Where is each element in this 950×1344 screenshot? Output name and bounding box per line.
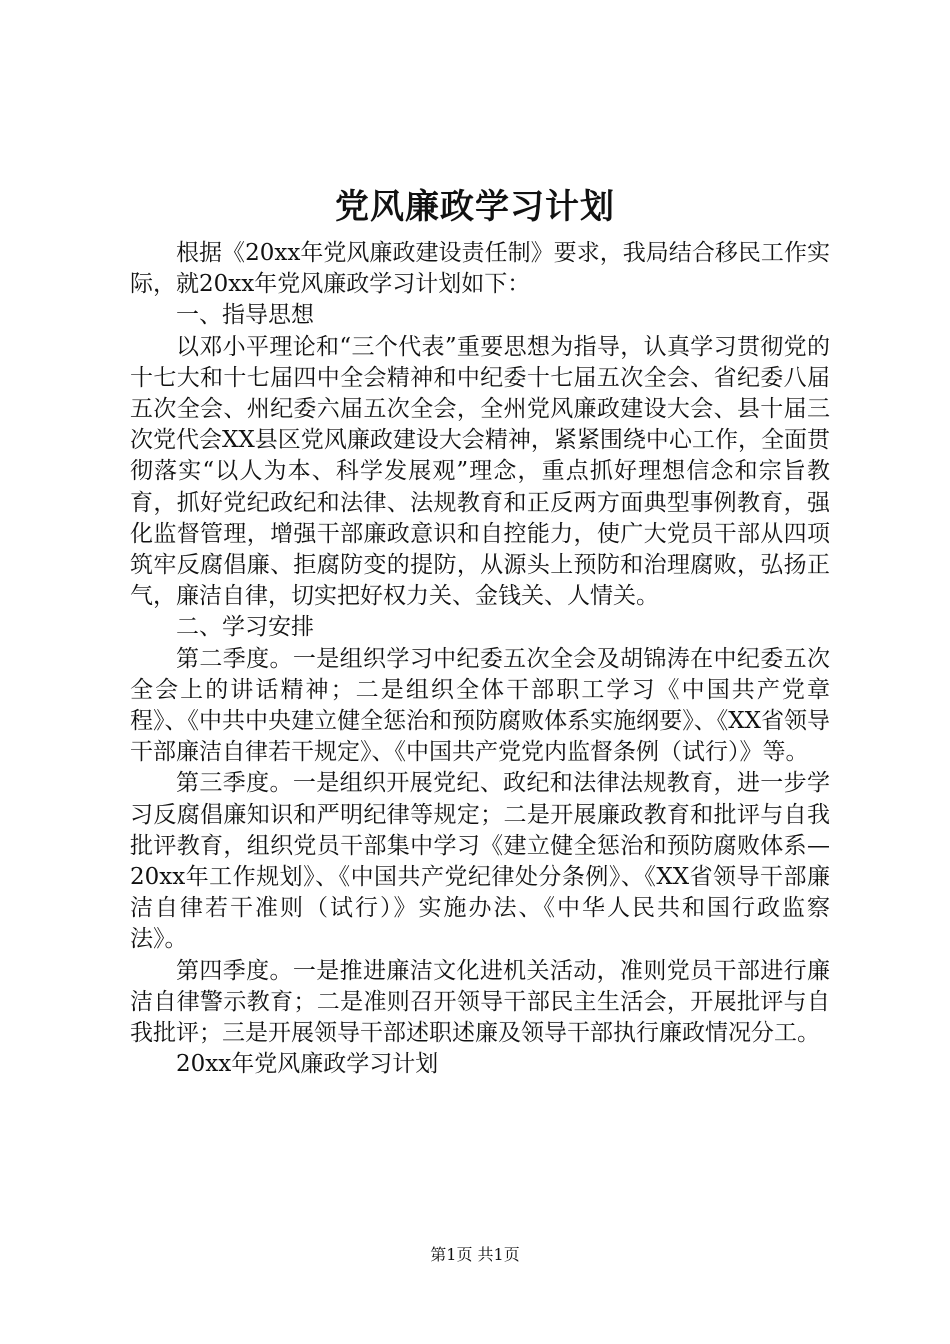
closing-line: 20xx年党风廉政学习计划 (176, 1051, 439, 1078)
guiding-thought-paragraph: 以邓小平理论和“三个代表”重要思想为指导，认真学习贯彻党的十七大和十七届四中全会精神和中纪委十七届五次全会、省纪委八届五次全会、州纪委六届五次全会，全州党风廉政建设大会、县十届三次党代会XX县区党风廉政建设大会精神，紧紧围绕中心工作，全面贯彻落实“以人为本、科学发展观”理念，重点抓好理想信念和宗旨教育，抓好党纪政纪和法律、法规教育和正反两方面典型事例教育，强化监督管理，增强干部廉政意识和自控能力，使广大党员干部从四项筑牢反腐倡廉、拒腐防变的提防，从源头上预防和治理腐败，弘扬正气，廉洁自律，切实把好权力关、金钱关、人情关。 (130, 333, 830, 610)
third-quarter-paragraph: 第三季度。一是组织开展党纪、政纪和法律法规教育，进一步学习反腐倡廉知识和严明纪律等规定；二是开展廉政教育和批评与自我批评教育，组织党员干部集中学习《建立健全惩治和预防腐败体系—20xx年工作规划》、《中国共产党纪律处分条例》、《XX省领导干部廉洁自律若干准则（试行）》实施办法、《中华人民共和国行政监察法》。 (130, 770, 830, 953)
intro-paragraph: 根据《20xx年党风廉政建设责任制》要求，我局结合移民工作实际，就20xx年党风廉政学习计划如下： (130, 240, 830, 298)
document-title: 党风廉政学习计划 (335, 187, 615, 227)
document-body (130, 238, 830, 1080)
fourth-quarter-paragraph: 第四季度。一是推进廉洁文化进机关活动，准则党员干部进行廉洁自律警示教育；二是准则召开领导干部民主生活会，开展批评与自我批评；三是开展领导干部述职述廉及领导干部执行廉政情况分工。 (130, 957, 830, 1047)
section-heading-study-schedule: 二、学习安排 (176, 614, 314, 641)
section-heading-guiding-thought: 一、指导思想 (176, 302, 314, 329)
second-quarter-paragraph: 第二季度。一是组织学习中纪委五次全会及胡锦涛在中纪委五次全会上的讲话精神；二是组织全体干部职工学习《中国共产党章程》、《中共中央建立健全惩治和预防腐败体系实施纲要》、《XX省领导干部廉洁自律若干规定》、《中国共产党党内监督条例（试行）》等。 (130, 645, 830, 766)
page-footer: 第1页 共1页 (430, 1245, 520, 1264)
